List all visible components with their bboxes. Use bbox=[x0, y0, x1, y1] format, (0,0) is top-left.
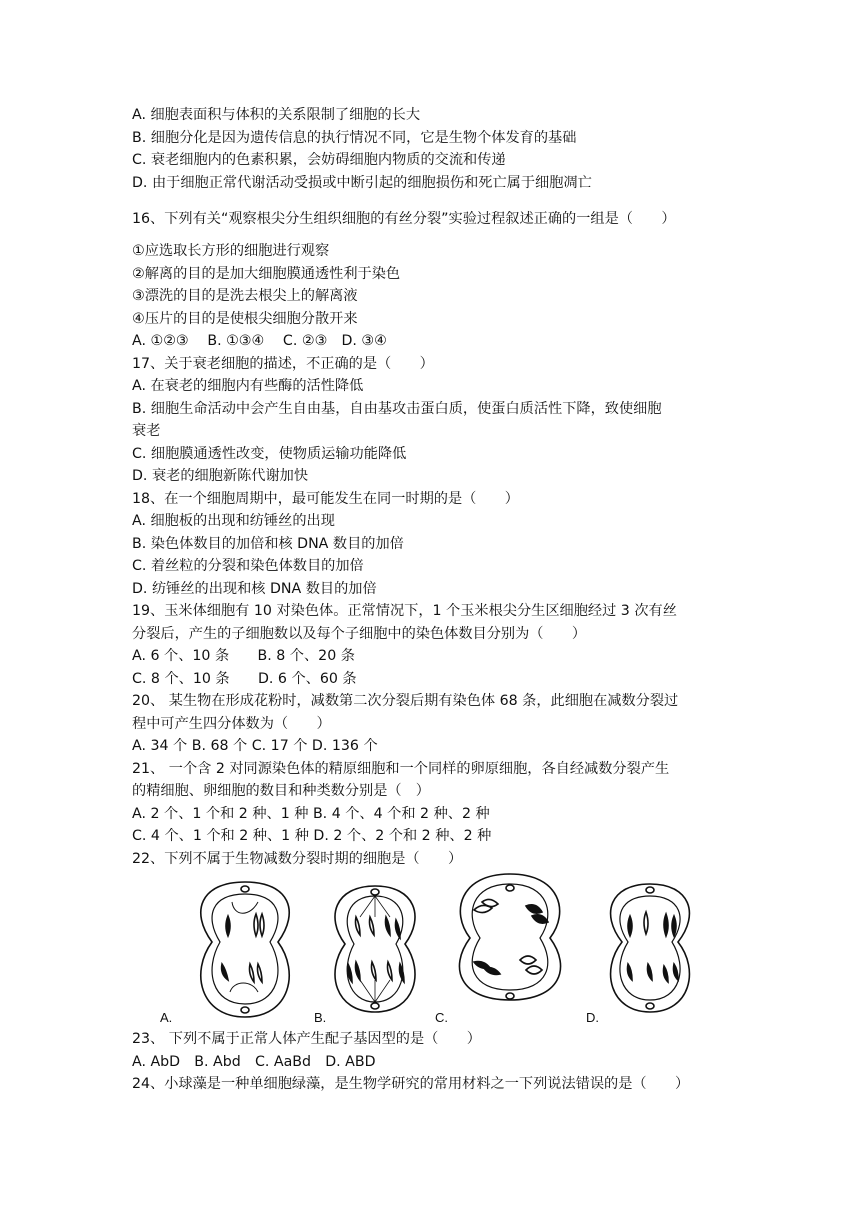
q17-stem: 17、关于衰老细胞的描述，不正确的是（ ） bbox=[132, 356, 434, 372]
q16-statement-4: ④压片的目的是使根尖细胞分散开来 bbox=[132, 311, 358, 327]
q21-options-cd: C. 4 个、1 个和 2 种、1 种 D. 2 个、2 个和 2 种、2 种 bbox=[132, 828, 492, 844]
q19-stem-cont: 分裂后，产生的子细胞数以及每个子细胞中的染色体数目分别为（ ） bbox=[132, 626, 587, 642]
q18-option-d: D. 纺锤丝的出现和核 DNA 数目的加倍 bbox=[132, 581, 377, 597]
q16-statement-2: ②解离的目的是加大细胞膜通透性利于染色 bbox=[132, 266, 401, 282]
q16-options: A. ①②③ B. ①③④ C. ②③ D. ③④ bbox=[132, 333, 387, 349]
q15-option-b: B. 细胞分化是因为遗传信息的执行情况不同，它是生物个体发育的基础 bbox=[132, 130, 577, 146]
cell-diagram-d bbox=[611, 884, 690, 1012]
cell-division-figure bbox=[160, 872, 720, 1028]
q20-options: A. 34 个 B. 68 个 C. 17 个 D. 136 个 bbox=[132, 738, 378, 754]
q17-option-c: C. 细胞膜通透性改变，使物质运输功能降低 bbox=[132, 446, 407, 462]
q22-stem: 22、下列不属于生物减数分裂时期的细胞是（ ） bbox=[132, 851, 463, 867]
cell-diagram-b bbox=[335, 886, 415, 1012]
q21-stem: 21、 一个含 2 对同源染色体的精原细胞和一个同样的卵原细胞，各自经减数分裂产生 bbox=[132, 761, 670, 777]
q17-option-b: B. 细胞生命活动中会产生自由基，自由基攻击蛋白质，使蛋白质活性下降，致使细胞 bbox=[132, 401, 662, 417]
figure-label-b: B. bbox=[314, 1010, 327, 1025]
q18-option-a: A. 细胞板的出现和纺锤丝的出现 bbox=[132, 513, 335, 529]
figure-label-c: C. bbox=[435, 1010, 448, 1025]
q20-stem-cont: 程中可产生四分体数为（ ） bbox=[132, 716, 331, 732]
q15-option-a: A. 细胞表面积与体积的关系限制了细胞的长大 bbox=[132, 107, 421, 123]
q17-option-b-cont: 衰老 bbox=[132, 423, 161, 439]
q17-option-d: D. 衰老的细胞新陈代谢加快 bbox=[132, 468, 309, 484]
q23-options: A. AbD B. Abd C. AaBd D. ABD bbox=[132, 1054, 376, 1070]
q18-stem: 18、在一个细胞周期中，最可能发生在同一时期的是（ ） bbox=[132, 491, 519, 507]
q19-options-ab: A. 6 个、10 条 B. 8 个、20 条 bbox=[132, 648, 355, 664]
q21-stem-cont: 的精细胞、卵细胞的数目和种类数分别是（ ） bbox=[132, 783, 430, 799]
q16-statement-1: ①应选取长方形的细胞进行观察 bbox=[132, 243, 330, 259]
cell-diagram-c bbox=[459, 874, 560, 1000]
q21-options-ab: A. 2 个、1 个和 2 种、1 种 B. 4 个、4 个和 2 种、2 种 bbox=[132, 806, 490, 822]
q16-stem: 16、下列有关“观察根尖分生组织细胞的有丝分裂”实验过程叙述正确的一组是（ ） bbox=[132, 211, 676, 227]
figure-label-a: A. bbox=[160, 1010, 173, 1025]
q19-stem: 19、玉米体细胞有 10 对染色体。正常情况下，1 个玉米根尖分生区细胞经过 3 次有丝 bbox=[132, 603, 677, 619]
q18-option-c: C. 着丝粒的分裂和染色体数目的加倍 bbox=[132, 558, 364, 574]
q17-option-a: A. 在衰老的细胞内有些酶的活性降低 bbox=[132, 378, 364, 394]
figure-label-d: D. bbox=[586, 1010, 599, 1025]
q19-options-cd: C. 8 个、10 条 D. 6 个、60 条 bbox=[132, 671, 357, 687]
q20-stem: 20、 某生物在形成花粉时，减数第二次分裂后期有染色体 68 条，此细胞在减数分裂过 bbox=[132, 693, 679, 709]
q15-option-d: D. 由于细胞正常代谢活动受损或中断引起的细胞损伤和死亡属于细胞凋亡 bbox=[132, 175, 592, 191]
q23-stem: 23、 下列不属于正常人体产生配子基因型的是（ ） bbox=[132, 1031, 481, 1047]
q15-option-c: C. 衰老细胞内的色素积累，会妨碍细胞内物质的交流和传递 bbox=[132, 152, 506, 168]
q16-statement-3: ③漂洗的目的是洗去根尖上的解离液 bbox=[132, 288, 358, 304]
cell-diagram-a bbox=[201, 882, 289, 1017]
q18-option-b: B. 染色体数目的加倍和核 DNA 数目的加倍 bbox=[132, 536, 404, 552]
q24-stem: 24、小球藻是一种单细胞绿藻，是生物学研究的常用材料之一下列说法错误的是（ ） bbox=[132, 1076, 690, 1092]
